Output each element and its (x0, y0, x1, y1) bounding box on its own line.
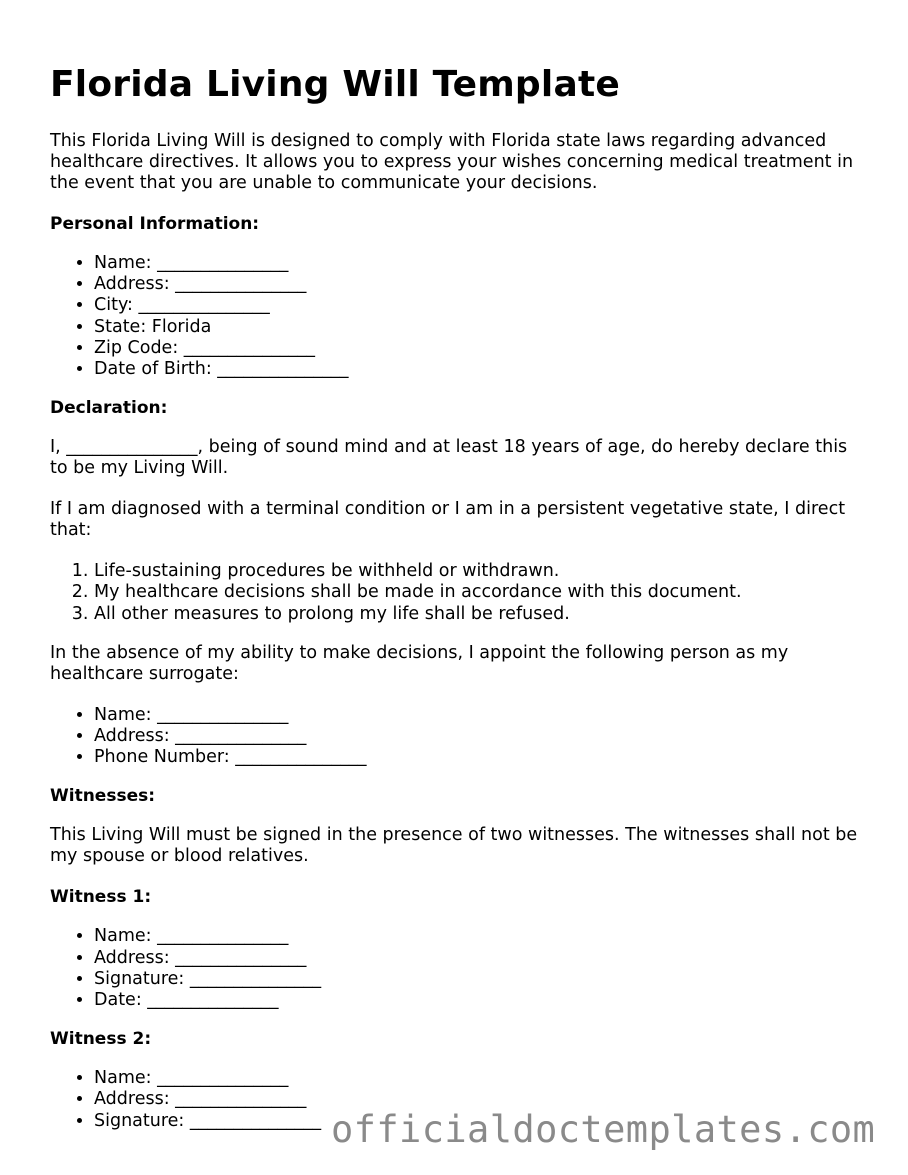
witnesses-text: This Living Will must be signed in the presence of two witnesses. The witnesses shall not be my spouse or blood relatives. (50, 825, 858, 867)
personal-info-dob: • Date of Birth: _______________ (94, 359, 870, 380)
surrogate-intro: In the absence of my ability to make decisions, I appoint the following person as my healthcare surrogate: (50, 642, 789, 684)
surrogate-address: • Address: _______________ (94, 726, 870, 747)
witness2-address: • Address: _______________ (94, 1089, 870, 1110)
personal-info-address: • Address: _______________ (94, 274, 870, 295)
watermark: officialdoctemplates.com (331, 1108, 876, 1151)
surrogate-phone: • Phone Number: _______________ (94, 747, 870, 768)
personal-info-state: • State: Florida (94, 317, 870, 338)
directive-item: 1. Life-sustaining procedures be withheld or withdrawn. (94, 561, 870, 582)
witness1-name: • Name: _______________ (94, 926, 870, 947)
personal-info-city: • City: _______________ (94, 295, 870, 316)
witness1-signature: • Signature: _______________ (94, 969, 870, 990)
document-page (50, 62, 870, 1150)
witness2-heading: Witness 2: (50, 1029, 152, 1050)
personal-info-heading: Personal Information: (50, 214, 260, 234)
directives-list (50, 561, 870, 625)
directive-item: 3. All other measures to prolong my life shall be refused. (94, 604, 870, 625)
declaration-heading: Declaration: (50, 398, 168, 419)
witnesses-heading: Witnesses: (50, 786, 156, 807)
witness1-address: • Address: _______________ (94, 948, 870, 969)
surrogate-name: • Name: _______________ (94, 705, 870, 726)
witness1-date: • Date: _______________ (94, 990, 870, 1011)
personal-info-list (50, 253, 870, 380)
personal-info-zip: • Zip Code: _______________ (94, 338, 870, 359)
directive-item: 2. My healthcare decisions shall be made in accordance with this document. (94, 582, 870, 603)
declaration-condition: If I am diagnosed with a terminal condition or I am in a persistent vegetative state, I direct that: (50, 499, 846, 541)
witness1-list (50, 926, 870, 1011)
witness2-signature: • Signature: _______________ (94, 1111, 870, 1132)
witness2-name: • Name: _______________ (94, 1068, 870, 1089)
page-title: Florida Living Will Template (50, 64, 620, 105)
intro-paragraph: This Florida Living Will is designed to comply with Florida state laws regarding advanced healthcare directives. It allows you to express your wishes concerning medical treatment in the event that you are unable to communicate your decisions. (50, 131, 854, 193)
personal-info-name: • Name: _______________ (94, 253, 870, 274)
witness1-heading: Witness 1: (50, 887, 152, 908)
surrogate-list (50, 705, 870, 769)
declaration-statement: I, _______________, being of sound mind and at least 18 years of age, do hereby declare this to be my Living Will. (50, 437, 848, 479)
